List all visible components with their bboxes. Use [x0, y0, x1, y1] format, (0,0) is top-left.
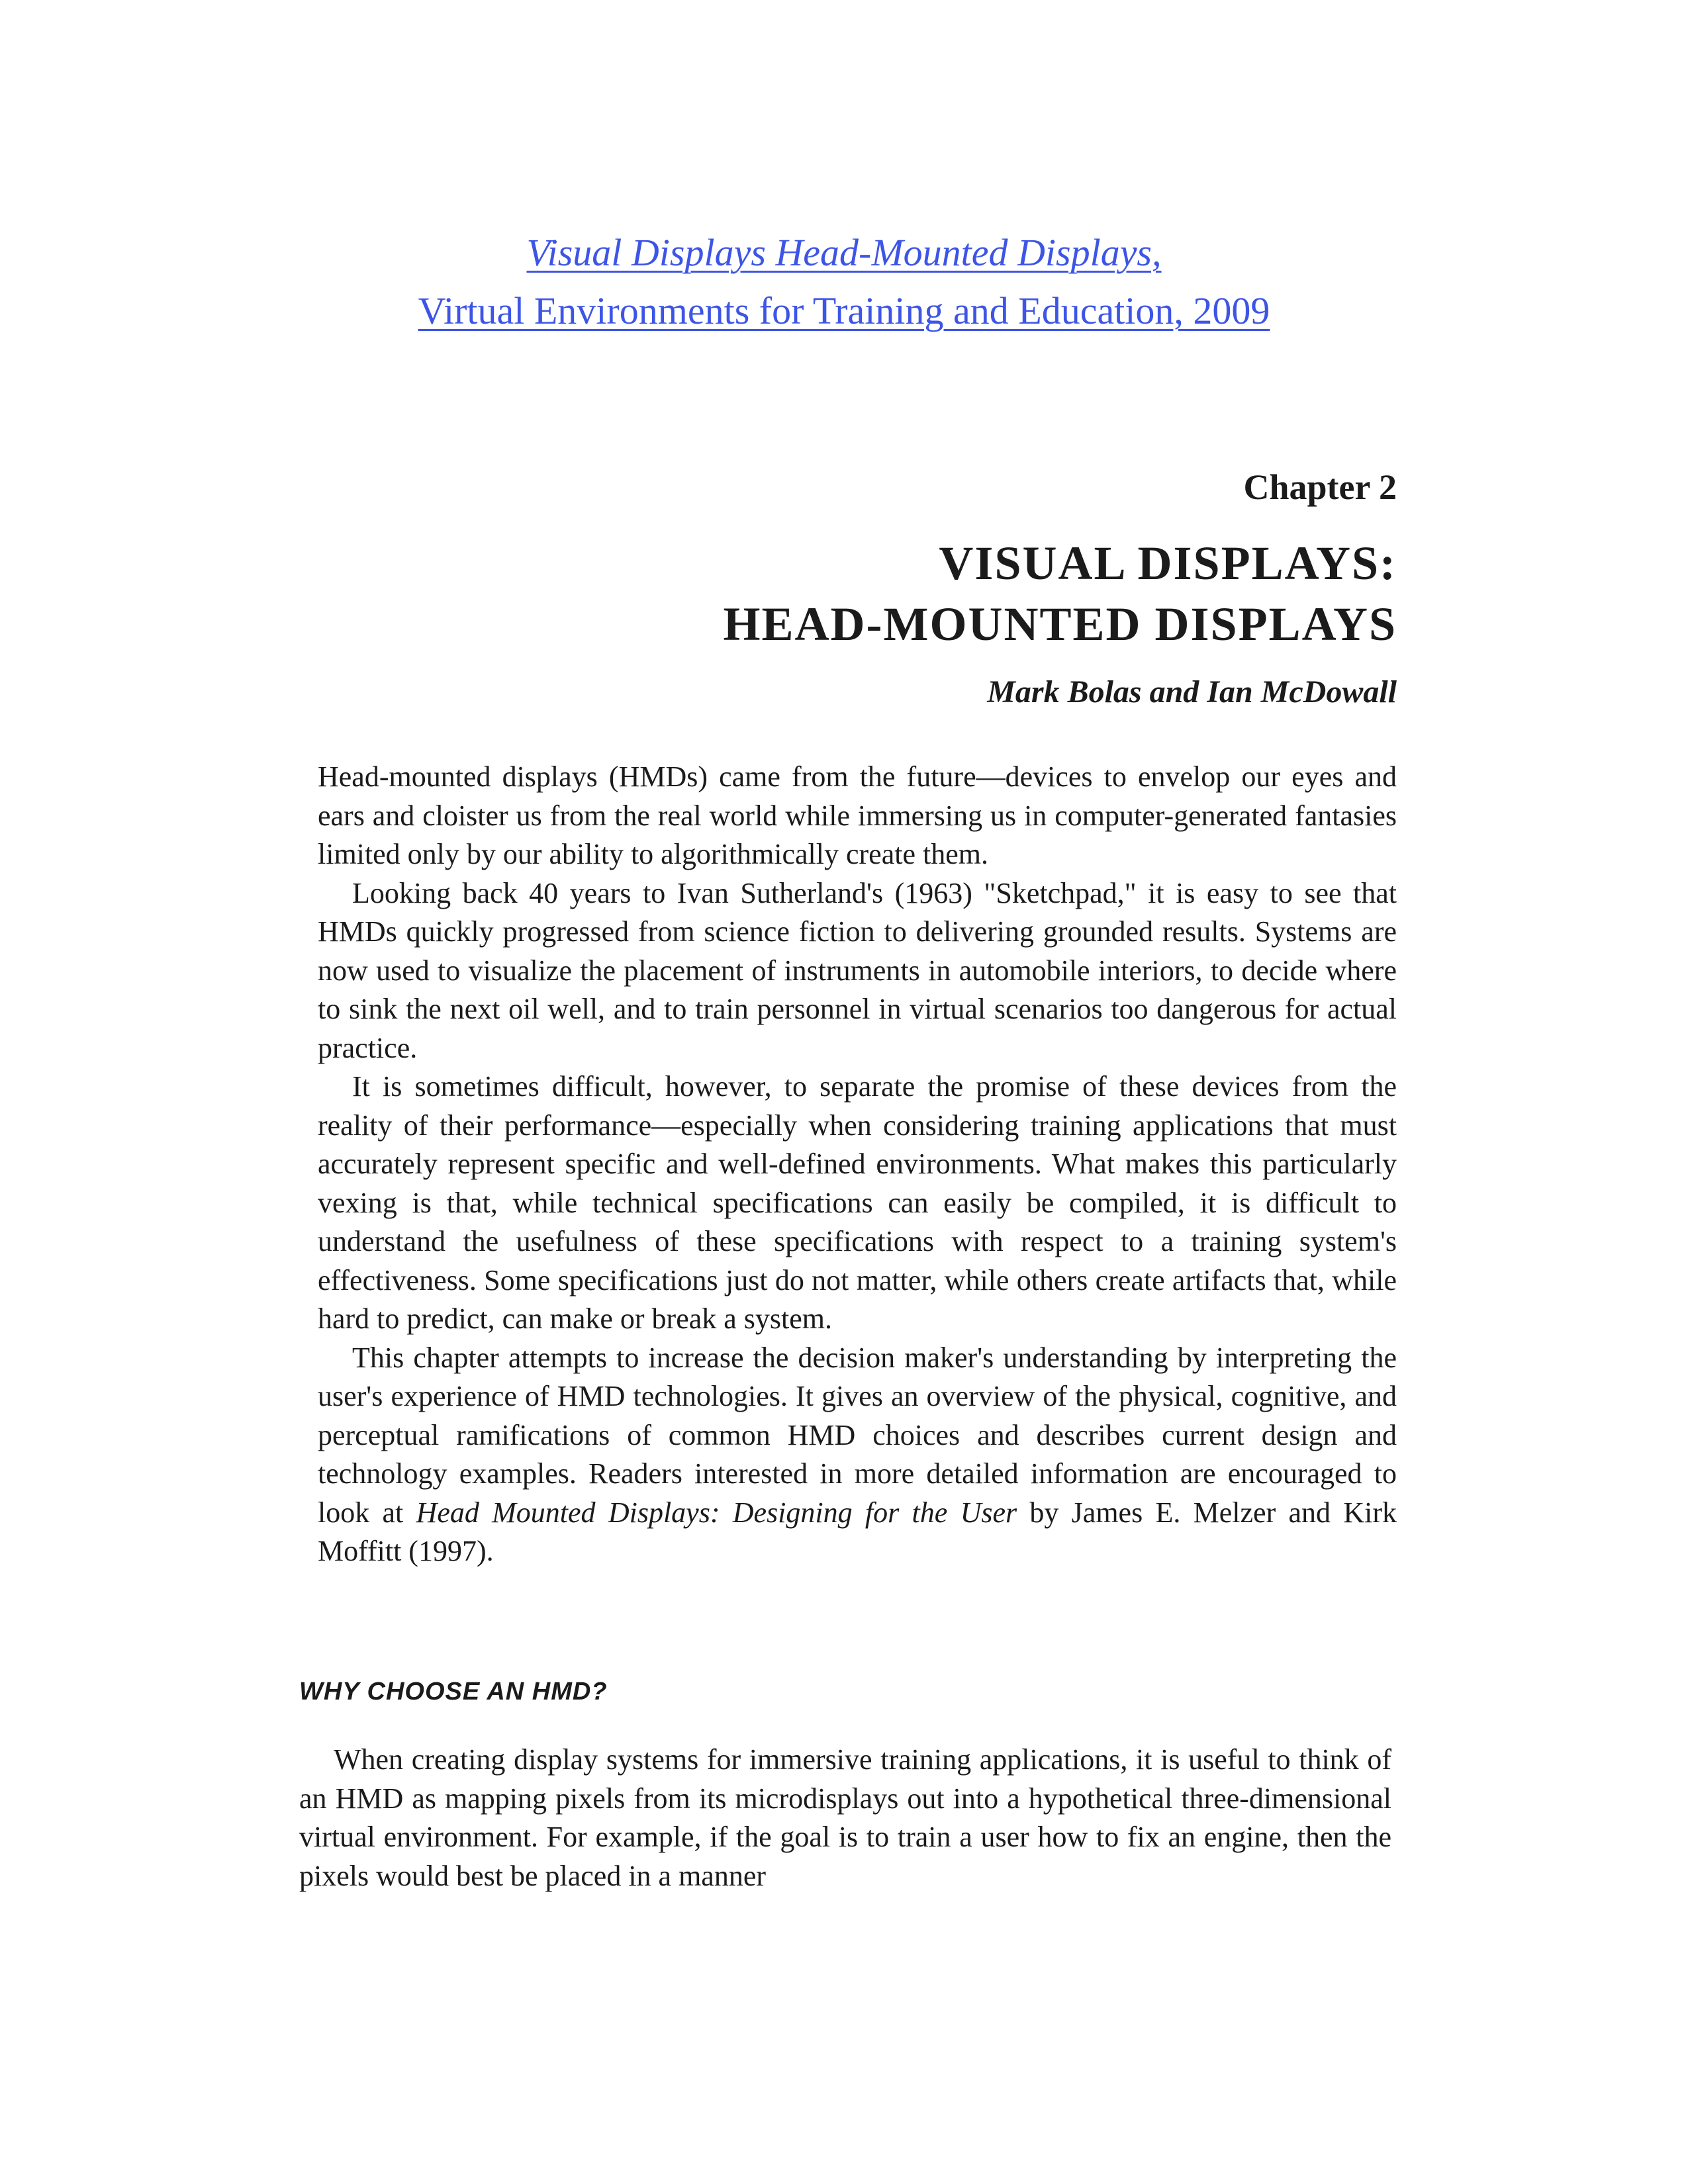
paragraph-4-citation: by James E. Melzer and Kirk Moffitt (1997).: [318, 1496, 1397, 1567]
chapter-title: [724, 533, 1397, 655]
paragraph-3: It is sometimes difficult, however, to separate the promise of these devices from the reality of their performance—especially when considering training applications that must accurately represent specific and well-defined environments. What makes this particularly vexing is that, while technical specifications can easily be compiled, it is difficult to understand the usefulness of these specifications with respect to a training system's effectiveness. Some specifications just do not matter, while others create artifacts that, while hard to predict, can make or break a system.: [318, 1070, 1397, 1335]
chapter-title-line-2: HEAD-MOUNTED DISPLAYS: [723, 598, 1397, 651]
citation-title-link[interactable]: Visual Displays Head-Mounted Displays,: [526, 231, 1162, 274]
section-body: [299, 1741, 1391, 1895]
paragraph-4-text: This chapter attempts to increase the decision maker's understanding by interpreting the user's experience of HMD technologies. It gives an overview of the physical, cognitive, and perceptual ramifications of common HMD choices and describes current design and technology examples. Readers interested in more detailed information are encouraged to look at: [318, 1341, 1397, 1529]
citation-link-block: [0, 224, 1688, 340]
paragraph-2: Looking back 40 years to Ivan Sutherland's (1963) "Sketchpad," it is easy to see that HMDs quickly progressed from science fiction to delivering grounded results. Systems are now used to visualize the placement of instruments in automobile interiors, to decide where to sink the next oil well, and to train personnel in virtual scenarios too dangerous for actual practice.: [318, 876, 1397, 1064]
intro-body: [318, 758, 1397, 1571]
section-paragraph-1: When creating display systems for immersive training applications, it is useful to think of an HMD as mapping pixels from its microdisplays out into a hypothetical three-dimensional virtual environment. For example, if the goal is to train a user how to fix an engine, then the pixels would best be placed in a manner: [299, 1743, 1391, 1892]
citation-source-link[interactable]: Virtual Environments for Training and Education, 2009: [418, 289, 1270, 332]
chapter-authors: Mark Bolas and Ian McDowall: [987, 674, 1397, 709]
paragraph-1: Head-mounted displays (HMDs) came from the future—devices to envelop our eyes and ears and cloister us from the real world while immersing us in computer-generated fantasies limited only by our ability to algorithmically create them.: [318, 760, 1397, 870]
paragraph-4: [318, 1339, 1397, 1571]
book-title-reference: Head Mounted Displays: Designing for the User: [416, 1496, 1017, 1529]
chapter-number: Chapter 2: [1243, 467, 1397, 507]
section-heading: WHY CHOOSE AN HMD?: [299, 1678, 608, 1706]
chapter-title-line-1: VISUAL DISPLAYS:: [939, 537, 1397, 590]
